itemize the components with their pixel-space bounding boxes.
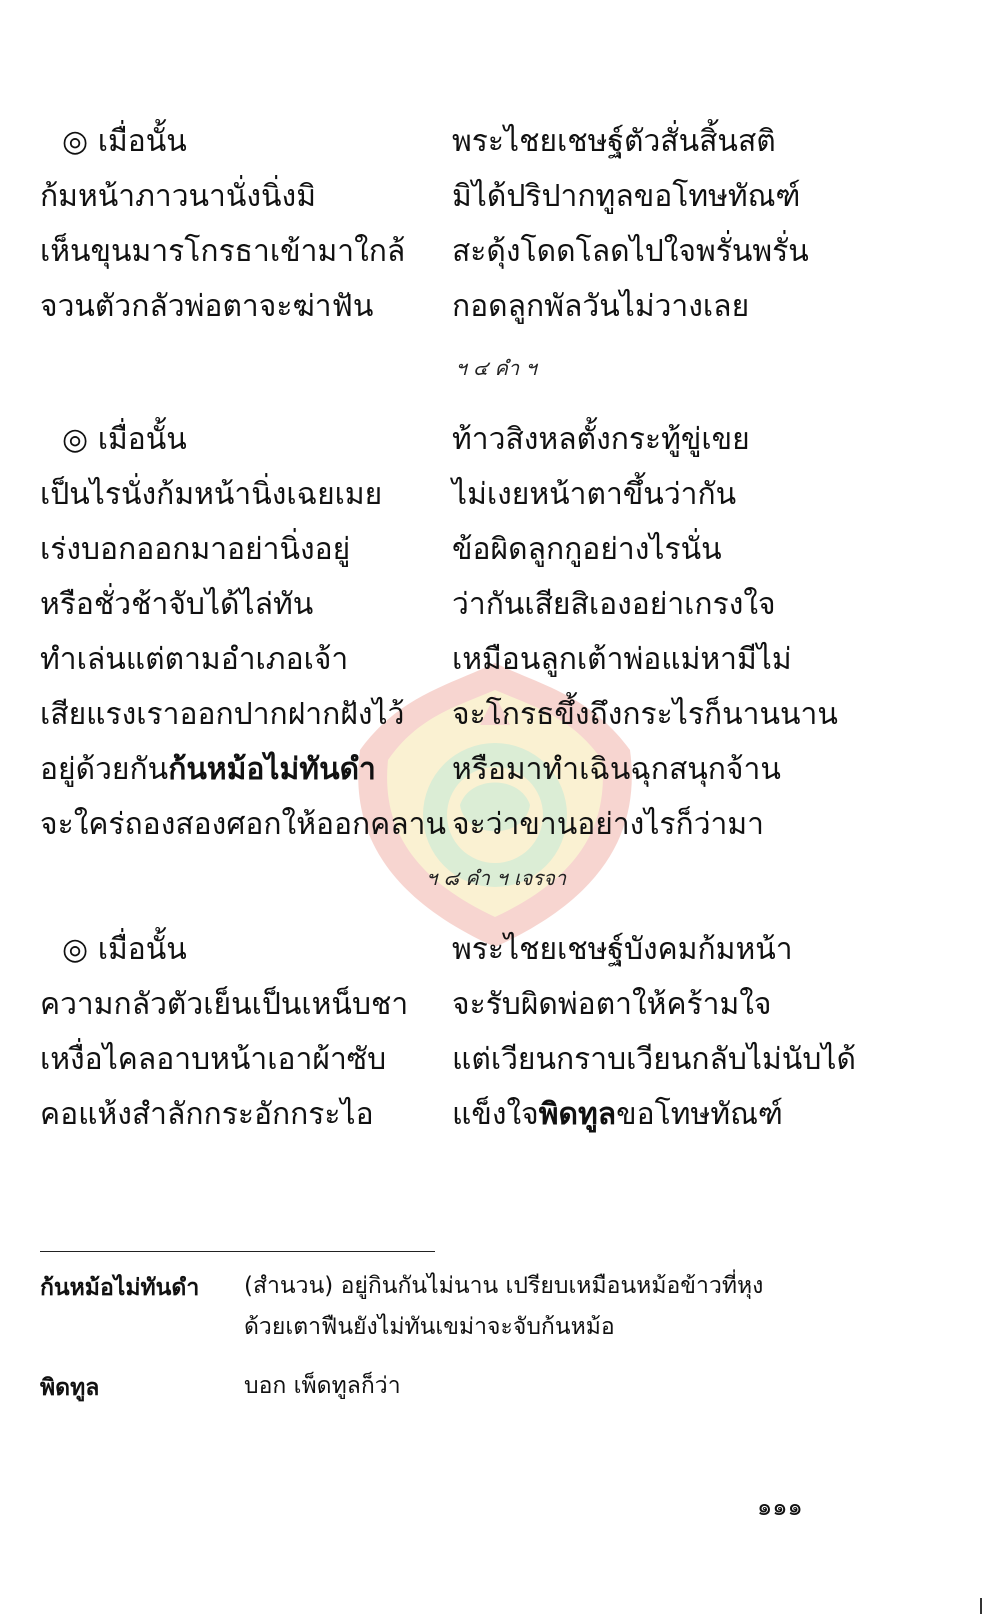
verse-right-plain: ขอโทษทัณฑ์ xyxy=(616,1097,783,1132)
verse-left: ◎ เมื่อนั้น xyxy=(62,932,187,967)
verse-line xyxy=(0,805,992,860)
verse-left: จวนตัวกลัวพ่อตาจะฆ่าฟัน xyxy=(40,289,374,324)
verse-right: หรือมาทำเฉินฉุกสนุกจ้าน xyxy=(452,752,781,787)
verse-left: เร่งบอกออกมาอย่านิ่งอยู่ xyxy=(40,532,351,567)
verse-right xyxy=(452,1095,783,1135)
verse-line xyxy=(0,475,992,530)
page-number: ๑๑๑ xyxy=(757,1493,803,1521)
verse-right: ว่ากันเสียสิเองอย่าเกรงใจ xyxy=(452,587,776,622)
stanza-3 xyxy=(0,930,992,1150)
verse-line xyxy=(0,930,992,985)
verse-line xyxy=(0,750,992,805)
verse-line xyxy=(0,1095,992,1150)
verse-right: พระไชยเชษฐ์ตัวสั่นสิ้นสติ xyxy=(452,124,776,159)
verse-left: จะใคร่ถองสองศอกให้ออกคลาน xyxy=(40,807,446,842)
verse-right: พระไชยเชษฐ์บังคมก้มหน้า xyxy=(452,932,793,967)
verse-line xyxy=(0,695,992,750)
verse-right: ไม่เงยหน้าตาขึ้นว่ากัน xyxy=(452,477,737,512)
verse-right: มิได้ปริปากทูลขอโทษทัณฑ์ xyxy=(452,179,801,214)
verse-line xyxy=(0,640,992,695)
verse-left: เป็นไรนั่งก้มหน้านิ่งเฉยเมย xyxy=(40,477,383,512)
verse-right: จะรับผิดพ่อตาให้คร้ามใจ xyxy=(452,987,772,1022)
footnote-term: ก้นหม้อไม่ทันดำ xyxy=(40,1275,200,1301)
verse-left: ◎ เมื่อนั้น xyxy=(62,124,187,159)
verse-left: ความกลัวตัวเย็นเป็นเหน็บชา xyxy=(40,987,409,1022)
footnote-definition: (สำนวน) อยู่กินกันไม่นาน เปรียบเหมือนหม้อข้าวที่หุง xyxy=(244,1273,764,1299)
verse-right: สะดุ้งโดดโลดไปใจพรั่นพรั่น xyxy=(452,234,809,269)
verse-left: เสียแรงเราออกปากฝากฝังไว้ xyxy=(40,697,405,732)
verse-line xyxy=(0,985,992,1040)
verse-left: เห็นขุนมารโกรธาเข้ามาใกล้ xyxy=(40,234,406,269)
glossed-term: ก้นหม้อไม่ทันดำ xyxy=(168,752,376,787)
verse-left: ก้มหน้าภาวนานั่งนิ่งมิ xyxy=(40,179,316,214)
verse-left: ◎ เมื่อนั้น xyxy=(62,422,187,457)
stanza-separator: ฯ ๘ คำ ฯ เจรจา xyxy=(425,866,567,890)
verse-right: ข้อผิดลูกกูอย่างไรนั่น xyxy=(452,532,722,567)
footnote-definition: บอก เพ็ดทูลก็ว่า xyxy=(244,1373,401,1399)
verse-line xyxy=(0,232,992,287)
scan-edge-mark xyxy=(980,1598,982,1614)
verse-right: กอดลูกพัลวันไม่วางเลย xyxy=(452,289,750,324)
verse-right: แต่เวียนกราบเวียนกลับไม่นับได้ xyxy=(452,1042,856,1077)
verse-line xyxy=(0,1040,992,1095)
verse-line xyxy=(0,177,992,232)
stanza-separator: ฯ ๔ คำ ฯ xyxy=(455,356,537,380)
verse-right: จะโกรธขึ้งถึงกระไรก็นานนาน xyxy=(452,697,838,732)
footnote-term: พิดทูล xyxy=(40,1375,100,1401)
stanza-1 xyxy=(0,122,992,342)
footnote-divider xyxy=(40,1251,435,1252)
verse-line xyxy=(0,122,992,177)
verse-right-plain: แข็งใจ xyxy=(452,1097,539,1132)
verse-left: คอแห้งสำลักกระอักกระไอ xyxy=(40,1097,374,1132)
verse-right: ท้าวสิงหลตั้งกระทู้ขู่เขย xyxy=(452,422,750,457)
verse-line xyxy=(0,585,992,640)
verse-right: เหมือนลูกเต้าพ่อแม่หามีไม่ xyxy=(452,642,792,677)
verse-line xyxy=(0,530,992,585)
verse-line xyxy=(0,420,992,475)
stanza-2 xyxy=(0,420,992,860)
verse-left xyxy=(40,750,376,790)
verse-right: จะว่าขานอย่างไรก็ว่ามา xyxy=(452,807,765,842)
verse-line xyxy=(0,287,992,342)
footnote-definition-cont: ด้วยเตาฟืนยังไม่ทันเขม่าจะจับก้นหม้อ xyxy=(244,1314,615,1340)
verse-left: ทำเล่นแต่ตามอำเภอเจ้า xyxy=(40,642,349,677)
verse-left-plain: อยู่ด้วยกัน xyxy=(40,752,169,787)
verse-left: หรือชั่วช้าจับได้ไล่ทัน xyxy=(40,587,314,622)
verse-left: เหงื่อไคลอาบหน้าเอาผ้าซับ xyxy=(40,1042,387,1077)
glossed-term: พิดทูล xyxy=(538,1097,617,1132)
